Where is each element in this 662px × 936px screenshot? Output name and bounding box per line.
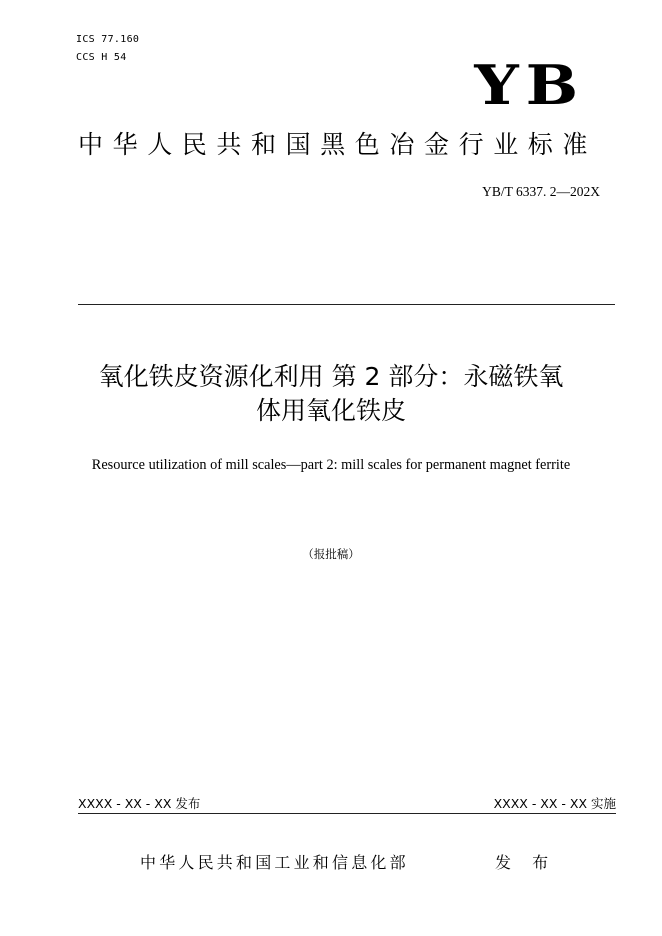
yb-logo: YB	[474, 53, 586, 117]
document-title-zh-line2: 体用氧化铁皮	[255, 396, 406, 425]
standard-category-title: 中华人民共和国黑色冶金行业标准	[78, 130, 598, 159]
draft-status: （报批稿）	[302, 547, 360, 561]
footer-divider	[78, 813, 616, 814]
issuing-authority: 中华人民共和国工业和信息化部	[140, 853, 409, 872]
ics-code: ICS 77.160	[76, 34, 140, 45]
publish-date: XXXX - XX - XX 发布	[78, 796, 201, 811]
header-divider	[78, 304, 615, 305]
ccs-code: CCS H 54	[76, 52, 127, 63]
document-title-zh	[40, 360, 622, 428]
standard-number: YB/T 6337. 2—202X	[482, 184, 600, 199]
document-title-zh-line1: 氧化铁皮资源化利用 第 2 部分：永磁铁氧	[98, 362, 564, 391]
document-title-en: Resource utilization of mill scales—part 2: mill scales for permanent magnet ferrite	[91, 457, 571, 473]
implementation-date: XXXX - XX - XX 实施	[493, 796, 616, 811]
issue-label: 发 布	[495, 853, 557, 872]
